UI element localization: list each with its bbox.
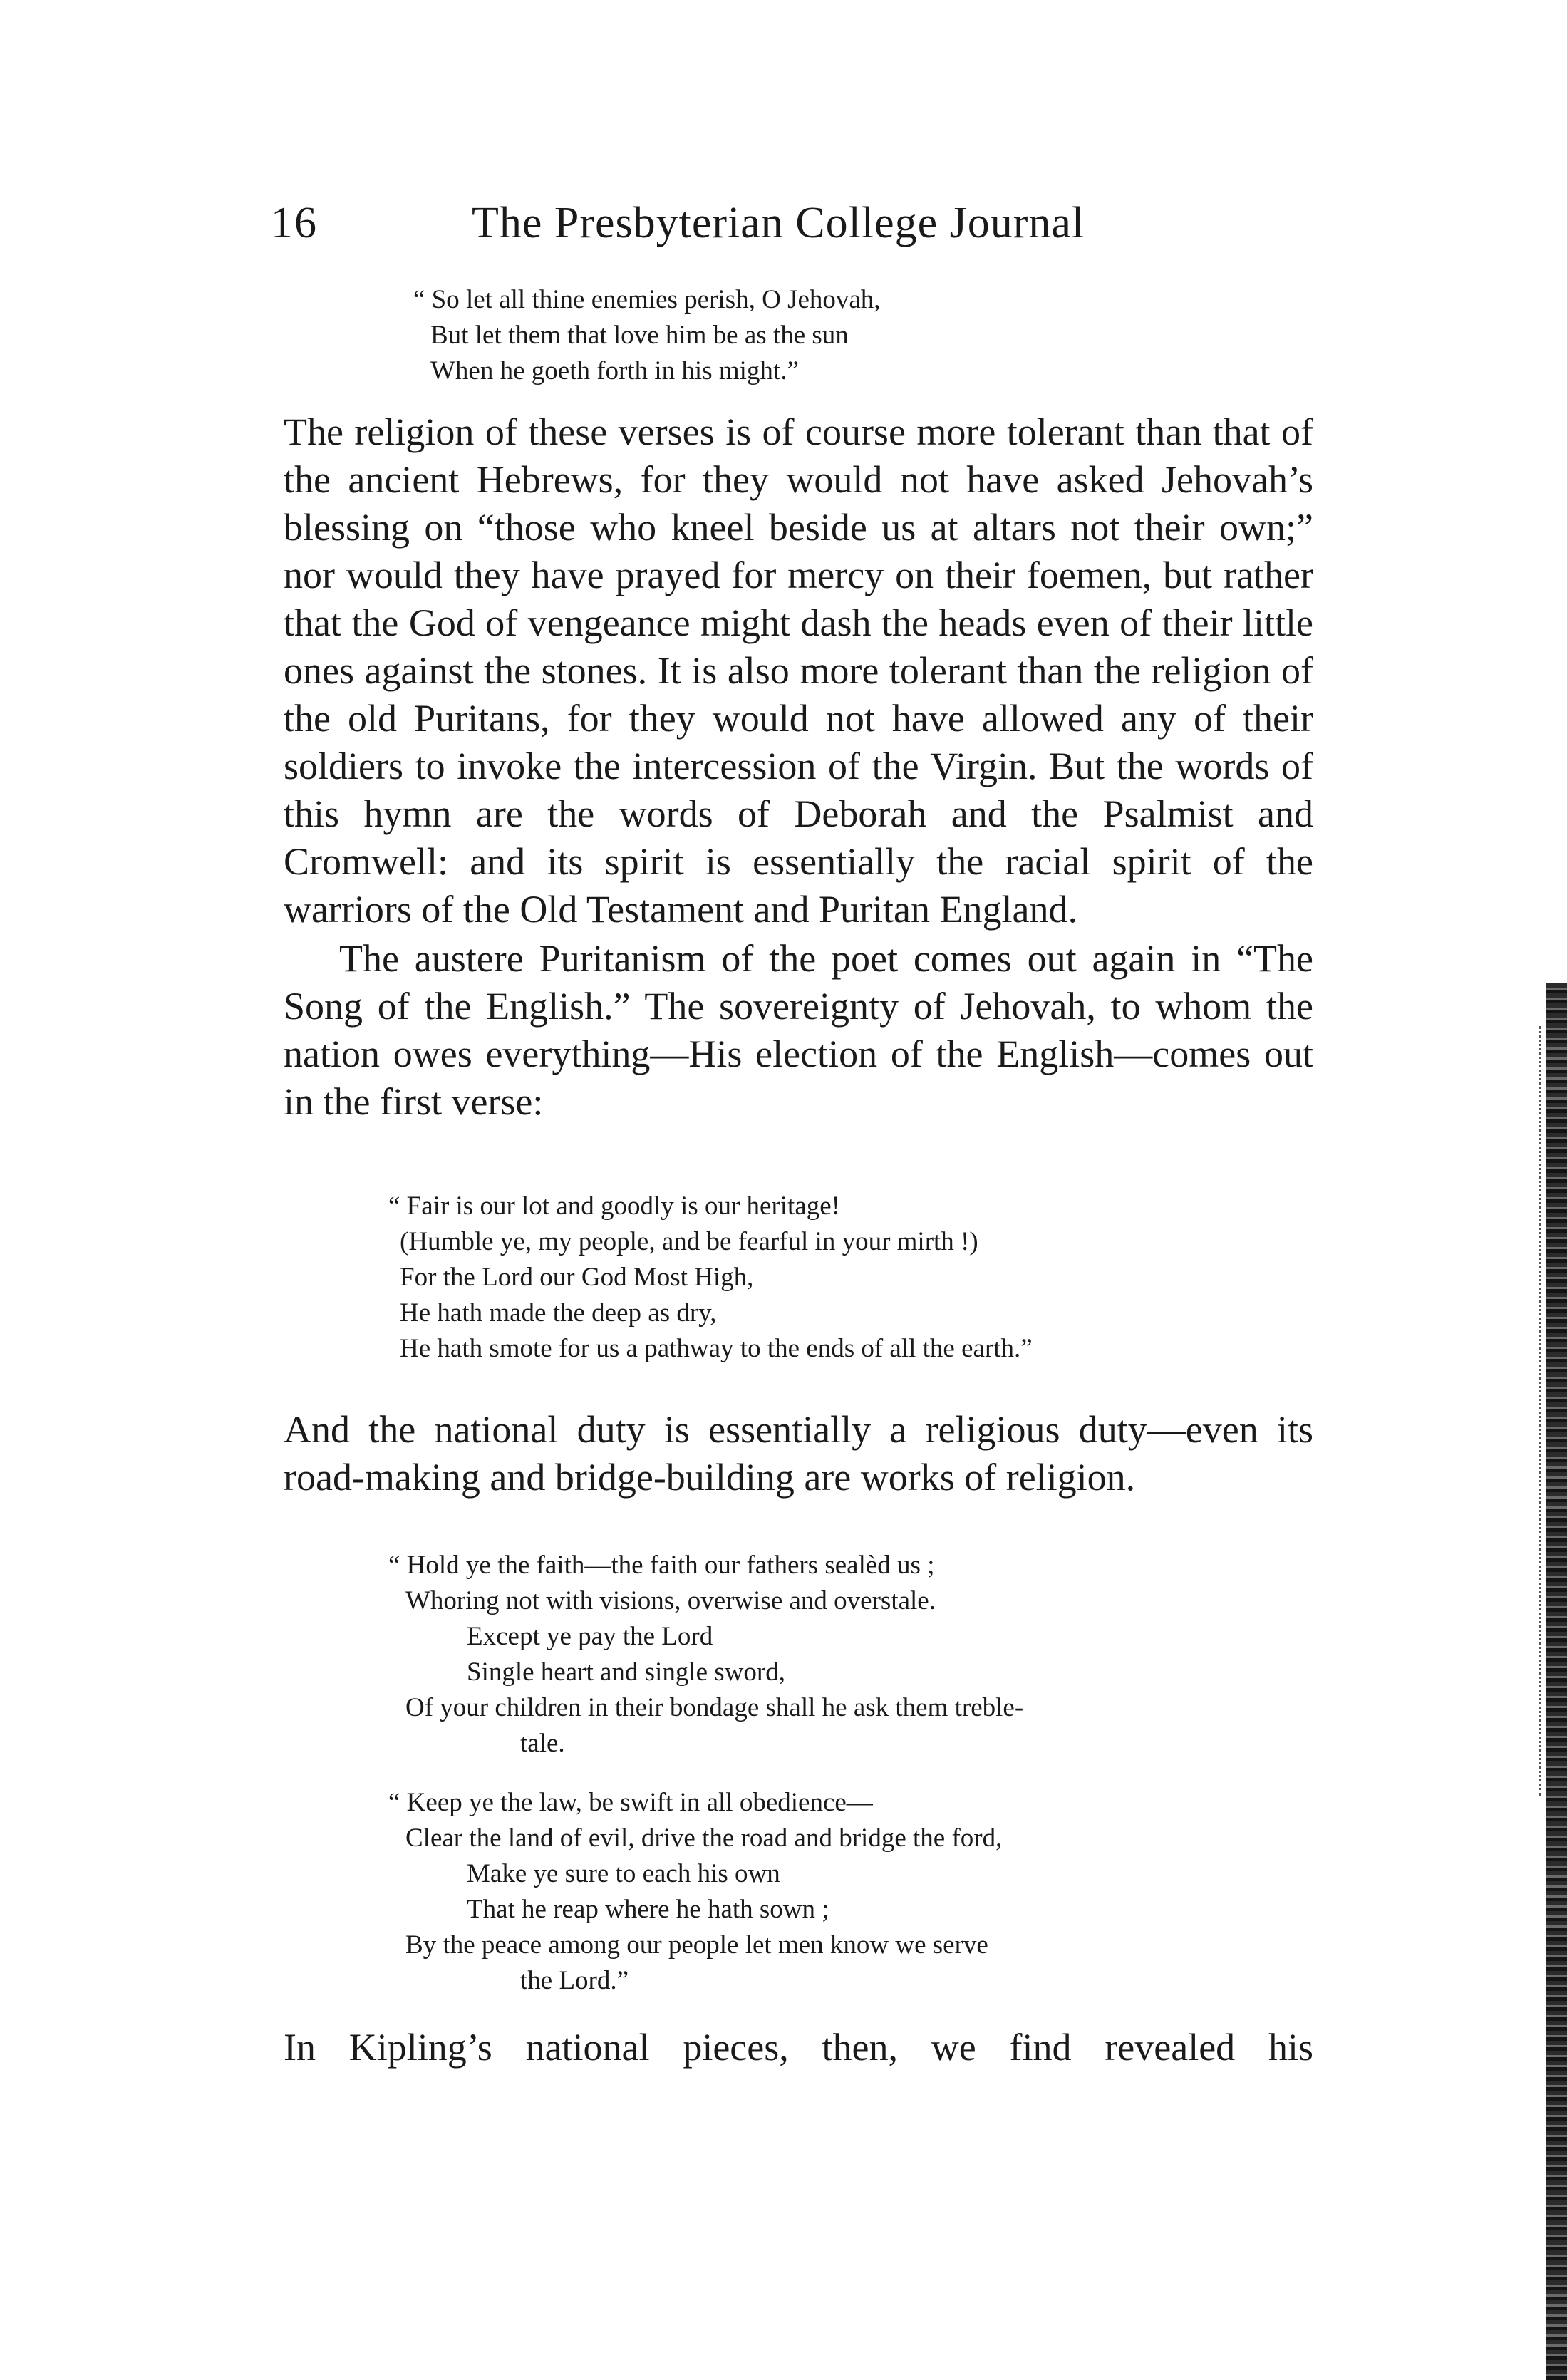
paragraph-block-3 xyxy=(284,2024,1313,2071)
page-header xyxy=(271,198,1254,255)
verse-line: Except ye pay the Lord xyxy=(467,1622,713,1651)
verse-line: Of your children in their bondage shall he ask them treble- xyxy=(405,1693,1024,1722)
verse-line: Whoring not with visions, overwise and overstale. xyxy=(405,1586,936,1615)
verse-line: Make ye sure to each his own xyxy=(467,1859,780,1888)
verse-line: He hath made the deep as dry, xyxy=(400,1298,717,1328)
verse-line: (Humble ye, my people, and be fearful in your mirth !) xyxy=(400,1227,978,1256)
verse-line: When he goeth forth in his might.” xyxy=(430,356,799,386)
verse-line: For the Lord our God Most High, xyxy=(400,1263,754,1292)
verse-line: He hath smote for us a pathway to the ends of all the earth.” xyxy=(400,1334,1033,1363)
paragraph: And the national duty is essentially a religious duty—even its road-making and bridge-building are works of religion. xyxy=(284,1408,1313,1499)
binding-dots xyxy=(1536,1026,1541,1796)
paragraph: In Kipling’s national pieces, then, we find revealed his xyxy=(284,2026,1313,2069)
binding-edge xyxy=(1546,983,1567,2380)
verse-line: Clear the land of evil, drive the road and bridge the ford, xyxy=(405,1823,1003,1853)
paragraph: The austere Puritanism of the poet comes out again in “The Song of the English.” The sovereignty of Jehovah, to whom the nation owes everything—His election of the English—comes out in the first verse: xyxy=(284,937,1313,1123)
verse-block-1 xyxy=(413,282,881,389)
verse-block-2 xyxy=(388,1189,1033,1367)
paragraph: The religion of these verses is of course more tolerant than that of the ancient Hebrews, for they would not have asked Jehovah’s blessing on “those who kneel beside us at altars not their own;” nor would they have prayed for mercy on their foemen, but rather that the God of vengeance might dash the heads even of their little ones against the stones. It is also more tolerant than the religion of the old Puritans, for they would not have allowed any of their soldiers to invoke the intercession of the Virgin. But the words of this hymn are the words of Deborah and the Psalmist and Cromwell: and its spirit is essentially the racial spirit of the warriors of the Old Testament and Puritan England. xyxy=(284,410,1313,931)
verse-line: “ Keep ye the law, be swift in all obedience— xyxy=(388,1788,873,1817)
page-number: 16 xyxy=(271,199,318,247)
verse-line: the Lord.” xyxy=(520,1966,629,1995)
verse-line: That he reap where he hath sown ; xyxy=(467,1895,829,1924)
verse-line: “ Fair is our lot and goodly is our heritage! xyxy=(388,1191,841,1221)
verse-block-4 xyxy=(388,1785,1002,1999)
verse-line: “ So let all thine enemies perish, O Jehovah, xyxy=(413,285,881,314)
verse-line: By the peace among our people let men know we serve xyxy=(405,1930,988,1960)
verse-line: tale. xyxy=(520,1729,565,1758)
paragraph-block-1 xyxy=(284,408,1313,1126)
paragraph-block-2 xyxy=(284,1406,1313,1501)
running-title: The Presbyterian College Journal xyxy=(472,199,1085,247)
verse-line: Single heart and single sword, xyxy=(467,1657,785,1687)
verse-line: “ Hold ye the faith—the faith our fathers sealèd us ; xyxy=(388,1551,935,1580)
verse-line: But let them that love him be as the sun xyxy=(430,321,849,350)
verse-block-3 xyxy=(388,1548,1023,1761)
